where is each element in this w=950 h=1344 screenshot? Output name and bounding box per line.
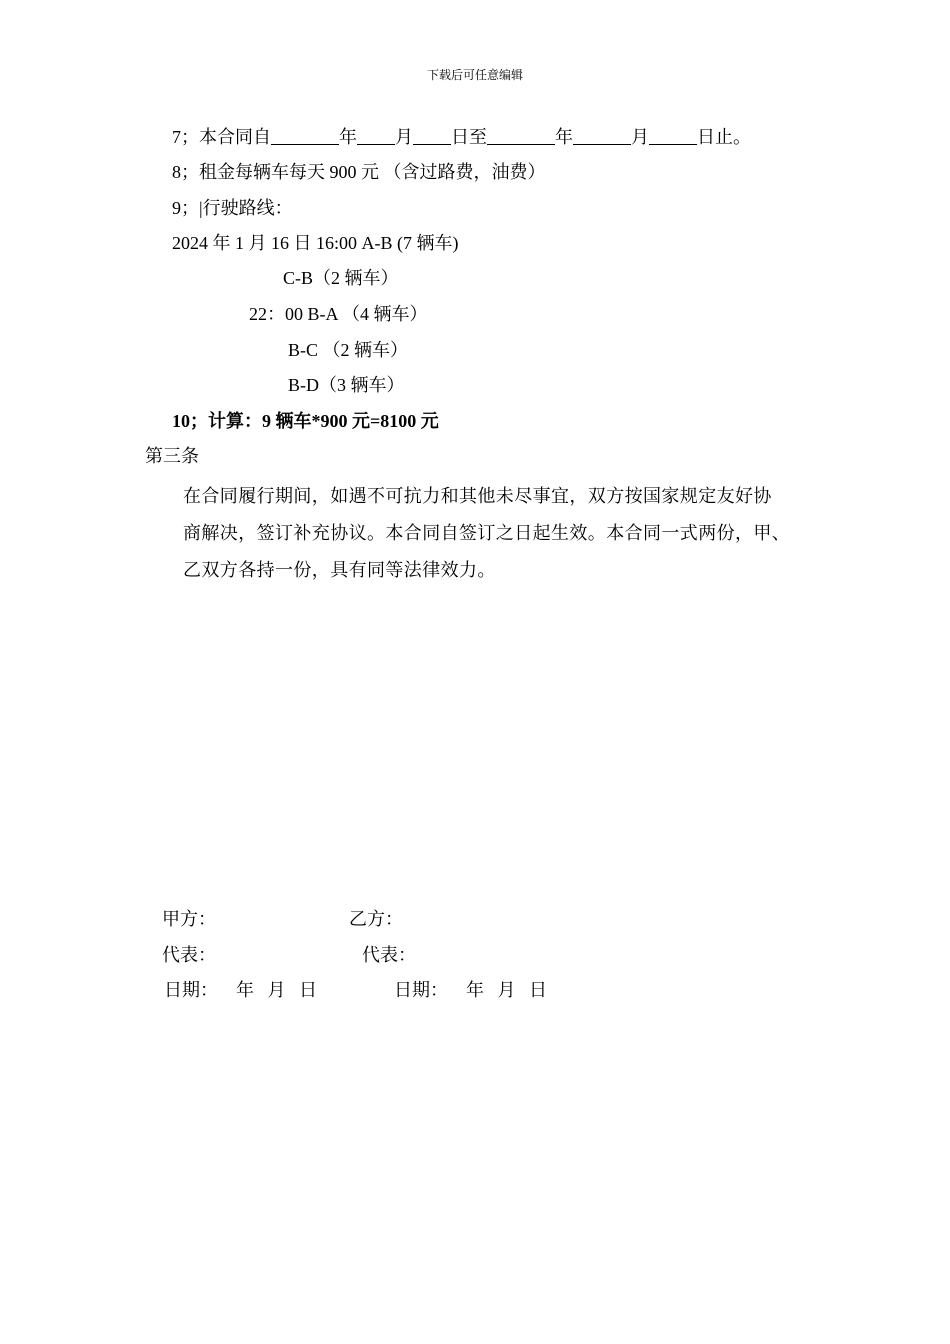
date-a-label: 日期： 年 月 日 [164,980,317,1000]
rep-b-label: 代表： [362,945,416,965]
article-3-line: 商解决，签订补充协议。本合同自签订之日起生效。本合同一式两份，甲、 [183,523,791,543]
clause-7-year2: 年 [555,127,573,147]
clause-8: 8；租金每辆车每天 900 元 （含过路费，油费） [172,162,546,182]
clause-7-day1: 日至 [451,127,487,147]
page-header: 下载后可任意编辑 [426,68,523,82]
route-line: 22：00 B-A （4 辆车） [249,304,428,324]
blank-start-month [357,126,395,145]
route-line: B-C （2 辆车） [288,340,409,360]
clause-7-prefix: 7；本合同自 [172,127,271,147]
clause-9: 9；|行驶路线： [172,198,293,218]
clause-7 [172,124,751,149]
blank-end-day [649,126,697,145]
clause-7-year1: 年 [339,127,357,147]
date-b-label: 日期： 年 月 日 [394,980,547,1000]
blank-end-year [487,126,555,145]
article-3-body [183,478,833,589]
clause-7-end: 日止。 [697,127,751,147]
party-a-label: 甲方： [162,909,216,929]
blank-start-day [413,126,451,145]
blank-end-month [573,126,631,145]
clause-10: 10；计算：9 辆车*900 元=8100 元 [172,411,439,431]
route-line: 2024 年 1 月 16 日 16:00 A-B (7 辆车) [172,233,459,253]
clause-7-month1: 月 [395,127,413,147]
party-b-label: 乙方： [349,909,403,929]
article-3-line: 在合同履行期间，如遇不可抗力和其他未尽事宜，双方按国家规定友好协 [183,486,772,506]
route-line: B-D（3 辆车） [288,375,405,395]
rep-a-label: 代表： [162,945,216,965]
clause-7-month2: 月 [631,127,649,147]
blank-start-year [271,126,339,145]
route-line: C-B（2 辆车） [283,268,399,288]
article-3-title: 第三条 [145,446,199,466]
article-3-line: 乙双方各持一份，具有同等法律效力。 [183,560,496,580]
